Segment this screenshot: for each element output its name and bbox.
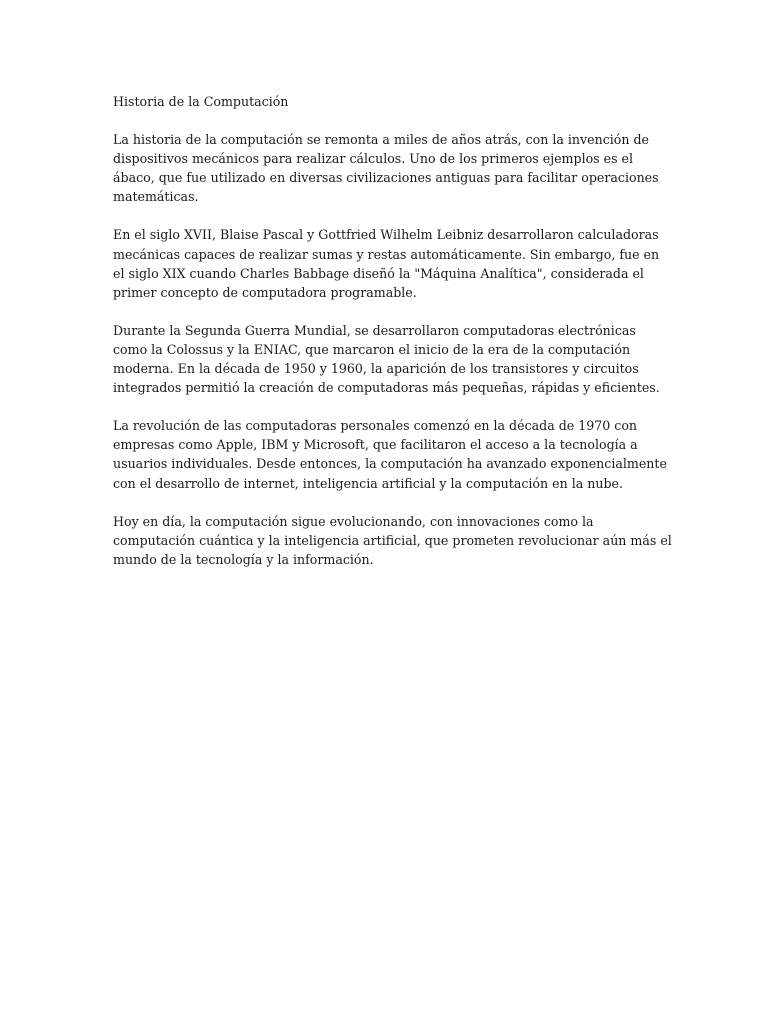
paragraph: La revolución de las computadoras personales comenzó en la década de 1970 con empresas como Apple, IBM y Microsoft, que facilitaron el acceso a la tecnología a usuarios individuales. Desde entonces, la computación ha avanzado exponencialmente con el desarrollo de internet, inteligencia artificial y la computación en la nube. <box>113 418 667 491</box>
document-title: Historia de la Computación <box>113 94 289 109</box>
paragraph: Hoy en día, la computación sigue evolucionando, con innovaciones como la computación cuántica y la inteligencia artificial, que prometen revolucionar aún más el mundo de la tecnología y la información. <box>113 513 672 567</box>
paragraph: La historia de la computación se remonta a miles de años atrás, con la invención de dispositivos mecánicos para realizar cálculos. Uno de los primeros ejemplos es el ábaco, que fue utilizado en diversas civilizaciones antiguas para facilitar operaciones matemáticas. <box>113 132 659 205</box>
paragraph: En el siglo XVII, Blaise Pascal y Gottfried Wilhelm Leibniz desarrollaron calculadoras mecánicas capaces de realizar sumas y restas automáticamente. Sin embargo, fue en el siglo XIX cuando Charles Babbage diseñó la "Máquina Analítica", considerada el primer concepto de computadora programable. <box>113 227 660 300</box>
document-body <box>113 92 673 588</box>
paragraph: Durante la Segunda Guerra Mundial, se desarrollaron computadoras electrónicas como la Colossus y la ENIAC, que marcaron el inicio de la era de la computación moderna. En la década de 1950 y 1960, la aparición de los transistores y circuitos integrados permitió la creación de computadoras más pequeñas, rápidas y eficientes. <box>113 322 660 396</box>
